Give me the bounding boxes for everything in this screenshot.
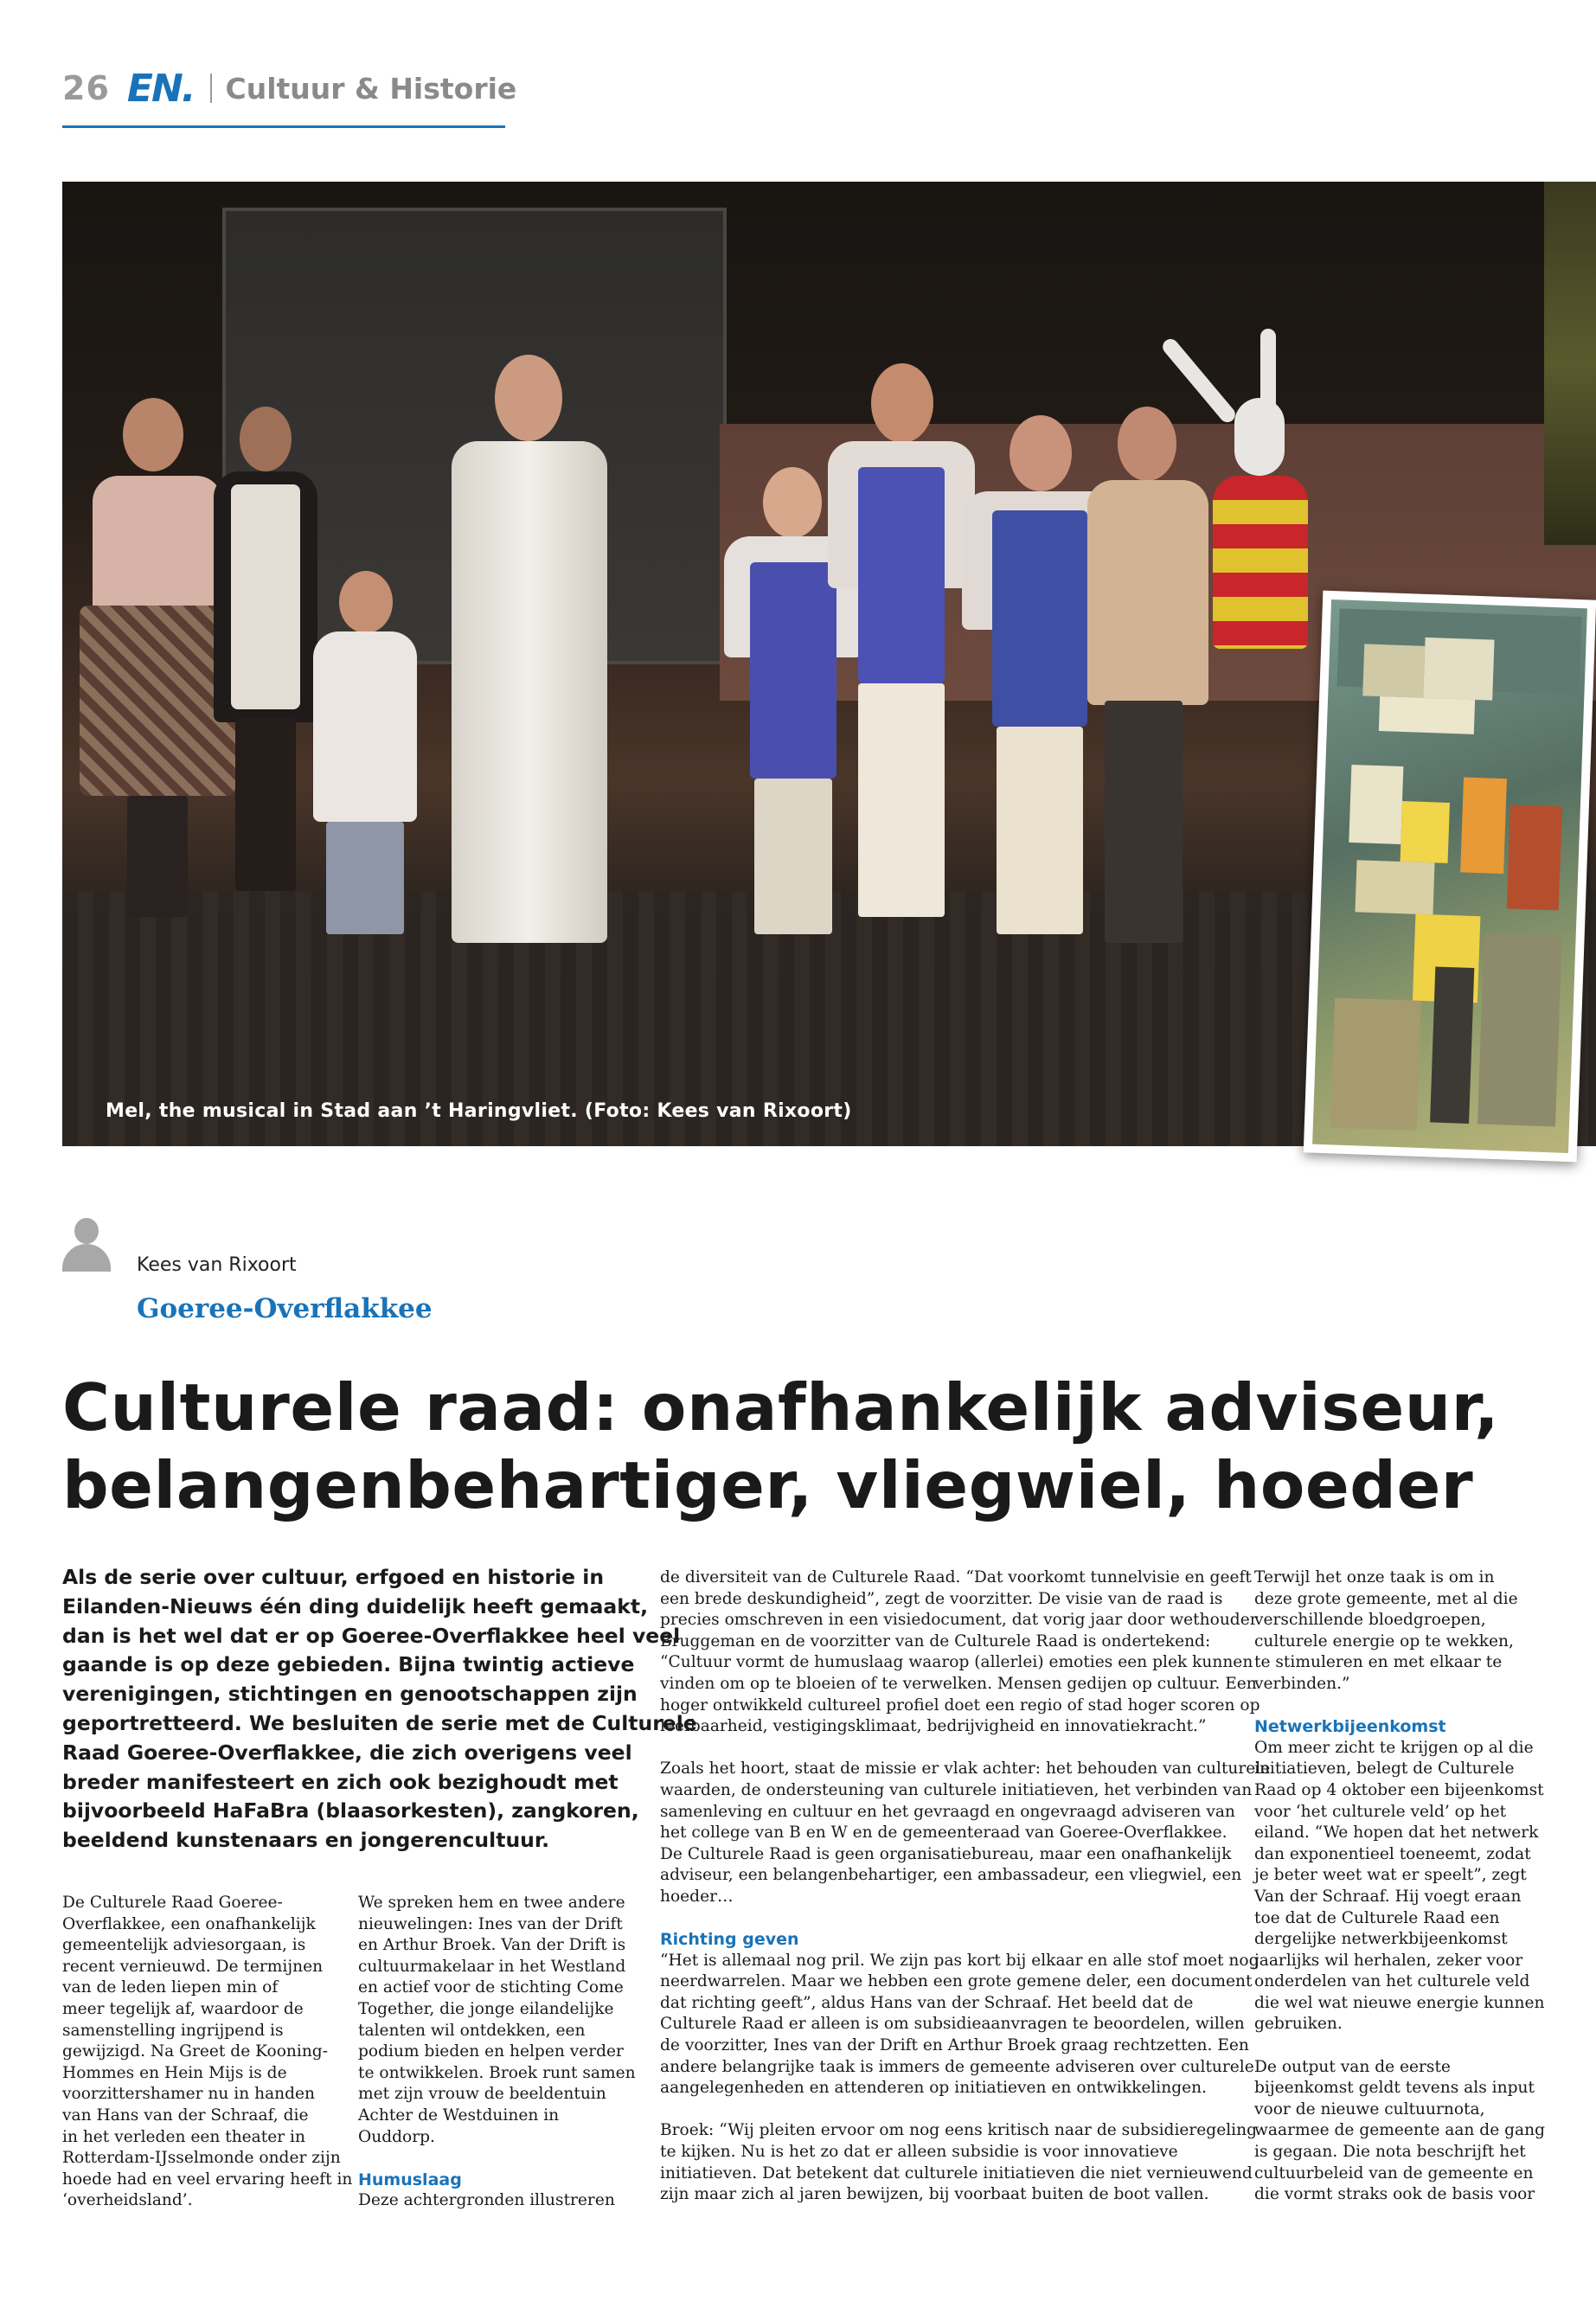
photo-performer <box>1083 407 1213 943</box>
body-line: de voorzitter, Ines van der Drift en Arthur Broek graag rechtzetten. Een <box>660 2036 1249 2055</box>
body-line: de diversiteit van de Culturele Raad. “Dat voorkomt tunnelvisie en geeft <box>660 1568 1252 1586</box>
body-line: Hommes en Hein Mijs is de <box>62 2063 287 2082</box>
body-line: Ouddorp. <box>358 2127 435 2146</box>
lead-line: dan is het wel dat er op Goeree-Overflakkee heel veel <box>62 1623 681 1648</box>
body-line: adviseur, een belangenbehartiger, een ambassadeur, een vliegwiel, een <box>660 1866 1242 1885</box>
body-line: ‘overheidsland’. <box>62 2191 193 2210</box>
body-line: Overflakkee, een onafhankelijk <box>62 1914 316 1933</box>
body-line: cultuurmakelaar in het Westland <box>358 1957 626 1976</box>
body-line: Zoals het hoort, staat de missie er vlak achter: het behouden van culturele <box>660 1759 1271 1779</box>
lead-line: bijvoorbeeld HaFaBra (blaasorkesten), zangkoren, <box>62 1798 639 1823</box>
photo-performer <box>824 363 979 917</box>
headline-line: Culturele raad: onafhankelijk adviseur, <box>62 1369 1500 1445</box>
lead-line: verenigingen, stichtingen en genootschappen zijn <box>62 1682 638 1707</box>
body-column-2 <box>358 1893 636 2212</box>
body-line: “Het is allemaal nog pril. We zijn pas kort bij elkaar en alle stof moet nog <box>660 1951 1259 1970</box>
body-line: met zijn vrouw de beeldentuin <box>358 2085 606 2104</box>
body-line: die wel wat nieuwe energie kunnen <box>1254 1993 1545 2012</box>
subheading: Netwerkbijeenkomst <box>1254 1717 1446 1737</box>
body-line: waarmee de gemeente aan de gang <box>1254 2121 1545 2140</box>
body-line: te ontwikkelen. Broek runt samen <box>358 2063 636 2082</box>
article-lead <box>62 1563 697 1856</box>
body-line: het college van B en W en de gemeenteraad van Goeree-Overflakkee. <box>660 1823 1227 1843</box>
body-column-1 <box>62 1893 352 2212</box>
body-line: Van der Schraaf. Hij voegt eraan <box>1254 1887 1522 1906</box>
body-line: waarden, de ondersteuning van culturele initiatieven, het verbinden van <box>660 1780 1253 1799</box>
body-line: dat richting geeft”, aldus Hans van der Schraaf. Het beeld dat de <box>660 1993 1194 2012</box>
article-headline <box>62 1368 1550 1524</box>
body-line: deze grote gemeente, met al die <box>1254 1589 1518 1608</box>
lead-line: Raad Goeree-Overflakkee, die zich overigens veel <box>62 1740 632 1765</box>
body-line: initiatieven, belegt de Culturele <box>1254 1759 1515 1779</box>
body-line: dan exponentieel toeneemt, zodat <box>1254 1844 1531 1863</box>
body-line: zijn maar zich al jaren bewijzen, bij voorbaat buiten de boot vallen. <box>660 2185 1209 2204</box>
author-name: Kees van Rixoort <box>137 1254 297 1276</box>
body-line: verbinden.” <box>1254 1674 1350 1693</box>
body-line: Culturele Raad er alleen is om subsidieaanvragen te beoordelen, willen <box>660 2015 1245 2034</box>
body-line: voor de nieuwe cultuurnota, <box>1254 2099 1485 2118</box>
page-number: 26 <box>62 69 110 107</box>
body-line: We spreken hem en twee andere <box>358 1894 625 1912</box>
body-line: samenleving en cultuur en het gevraagd en ongevraagd adviseren van <box>660 1802 1235 1821</box>
body-line: culturele energie op te wekken, <box>1254 1631 1514 1650</box>
body-line: nieuwelingen: Ines van der Drift <box>358 1914 623 1933</box>
lead-line: beeldend kunstenaars en jongerencultuur. <box>62 1828 550 1853</box>
region-label: Goeree-Overflakkee <box>137 1293 433 1324</box>
body-line: meer tegelijk af, waardoor de <box>62 1999 304 2018</box>
body-line: dergelijke netwerkbijeenkomst <box>1254 1930 1508 1949</box>
body-line: talenten wil ontdekken, een <box>358 2021 586 2040</box>
body-line: hoede had en veel ervaring heeft in <box>62 2170 353 2189</box>
subheading: Richting geven <box>660 1930 799 1950</box>
section-title: Cultuur & Historie <box>225 71 517 106</box>
body-line: andere belangrijke taak is immers de gemeente adviseren over culturele <box>660 2057 1254 2076</box>
subheading: Humuslaag <box>358 2170 462 2189</box>
body-line: cultuurbeleid van de gemeente en <box>1254 2163 1534 2182</box>
inset-painting-photo <box>1304 591 1596 1163</box>
body-line: “Cultuur vormt de humuslaag waarop (allerlei) emoties een plek kunnen <box>660 1653 1253 1672</box>
lead-line: Eilanden-Nieuws één ding duidelijk heeft gemaakt, <box>62 1593 649 1618</box>
headline-line: belangenbehartiger, vliegwiel, hoeder <box>62 1447 1474 1523</box>
header-rule <box>62 125 505 128</box>
header-separator <box>210 74 212 103</box>
lead-line: breder manifesteert en zich ook bezighoudt met <box>62 1769 619 1794</box>
body-line: je beter weet wat er speelt”, zegt <box>1254 1866 1527 1885</box>
author-avatar-icon <box>62 1218 111 1272</box>
lead-line: gaande is op deze gebieden. Bijna twintig actieve <box>62 1652 635 1677</box>
photo-performer <box>300 571 430 934</box>
body-line: Together, die jonge eilandelijke <box>358 1999 614 2018</box>
body-line: gemeentelijk adviesorgaan, is <box>62 1936 306 1955</box>
body-line: jaarlijks wil herhalen, zeker voor <box>1254 1951 1523 1970</box>
body-line: neerdwarrelen. Maar we hebben een grote gemene deler, een document <box>660 1972 1253 1991</box>
body-line: van Hans van der Schraaf, die <box>62 2106 309 2125</box>
body-line: gebruiken. <box>1254 2015 1343 2034</box>
photo-performer-costume <box>1195 329 1325 848</box>
body-line: precies omschreven in een visiedocument, dat vorig jaar door wethouder <box>660 1611 1258 1630</box>
body-line: een brede deskundigheid”, zegt de voorzitter. De visie van de raad is <box>660 1589 1223 1608</box>
body-line: De output van de eerste <box>1254 2057 1451 2076</box>
body-line: Terwijl het onze taak is om in <box>1254 1568 1495 1586</box>
body-column-4 <box>1254 1567 1545 2206</box>
body-line: eiland. “We hopen dat het netwerk <box>1254 1823 1539 1843</box>
body-line: leefbaarheid, vestigingsklimaat, bedrijvigheid en innovatiekracht.” <box>660 1717 1207 1736</box>
page-header <box>62 62 516 114</box>
body-line: onderdelen van het culturele veld <box>1254 1972 1530 1991</box>
body-line: Achter de Westduinen in <box>358 2106 560 2125</box>
photo-caption: Mel, the musical in Stad aan ’t Haringvliet. (Foto: Kees van Rixoort) <box>106 1100 852 1122</box>
body-line: podium bieden en helpen verder <box>358 2042 624 2061</box>
body-line: te stimuleren en met elkaar te <box>1254 1653 1503 1672</box>
body-line: van de leden liepen min of <box>62 1978 279 1997</box>
body-line: en actief voor de stichting Come <box>358 1978 624 1997</box>
body-line: gewijzigd. Na Greet de Kooning- <box>62 2042 328 2061</box>
body-line: Broek: “Wij pleiten ervoor om nog eens kritisch naar de subsidieregeling <box>660 2121 1257 2140</box>
body-line: toe dat de Culturele Raad een <box>1254 1908 1500 1927</box>
body-line: vinden om op te bloeien of te verwelken. Mensen gedijen op cultuur. Een <box>660 1674 1257 1693</box>
photo-performer <box>443 355 616 943</box>
body-line: is gegaan. Die nota beschrijft het <box>1254 2143 1526 2162</box>
body-line: hoeder… <box>660 1887 734 1906</box>
body-column-3 <box>660 1567 1270 2206</box>
body-line: Raad op 4 oktober een bijeenkomst <box>1254 1780 1544 1799</box>
body-line: te kijken. Nu is het zo dat er alleen subsidie is voor innovatieve <box>660 2143 1178 2162</box>
body-line: voor ‘het culturele veld’ op het <box>1254 1802 1507 1821</box>
body-line: hoger ontwikkeld cultureel profiel doet een regio of stad hoger scoren op <box>660 1695 1260 1715</box>
lead-line: Als de serie over cultuur, erfgoed en historie in <box>62 1565 605 1589</box>
body-line: Deze achtergronden illustreren <box>358 2191 615 2210</box>
body-line: De Culturele Raad is geen organisatiebureau, maar een onafhankelijk <box>660 1844 1232 1863</box>
lead-line: geportretteerd. We besluiten de serie met de Culturele <box>62 1710 697 1735</box>
body-line: en Arthur Broek. Van der Drift is <box>358 1936 626 1955</box>
body-line: verschillende bloedgroepen, <box>1254 1611 1486 1630</box>
body-line: die vormt straks ook de basis voor <box>1254 2185 1535 2204</box>
body-line: voorzittershamer nu in handen <box>62 2085 316 2104</box>
body-line: Rotterdam-IJsselmonde onder zijn <box>62 2149 341 2168</box>
body-line: De Culturele Raad Goeree- <box>62 1894 283 1912</box>
body-line: samenstelling ingrijpend is <box>62 2021 284 2040</box>
body-line: in het verleden een theater in <box>62 2127 305 2146</box>
body-line: bijeenkomst geldt tevens als input <box>1254 2079 1535 2098</box>
body-line: initiatieven. Dat betekent dat culturele initiatieven die niet vernieuwend <box>660 2163 1253 2182</box>
body-line: aangelegenheden en attenderen op initiatieven en ontwikkelingen. <box>660 2079 1208 2098</box>
body-line: recent vernieuwd. De termijnen <box>62 1957 324 1976</box>
newspaper-logo: EN. <box>126 66 195 111</box>
body-line: Bruggeman en de voorzitter van de Culturele Raad is ondertekend: <box>660 1631 1211 1650</box>
body-line: Om meer zicht te krijgen op al die <box>1254 1738 1534 1757</box>
